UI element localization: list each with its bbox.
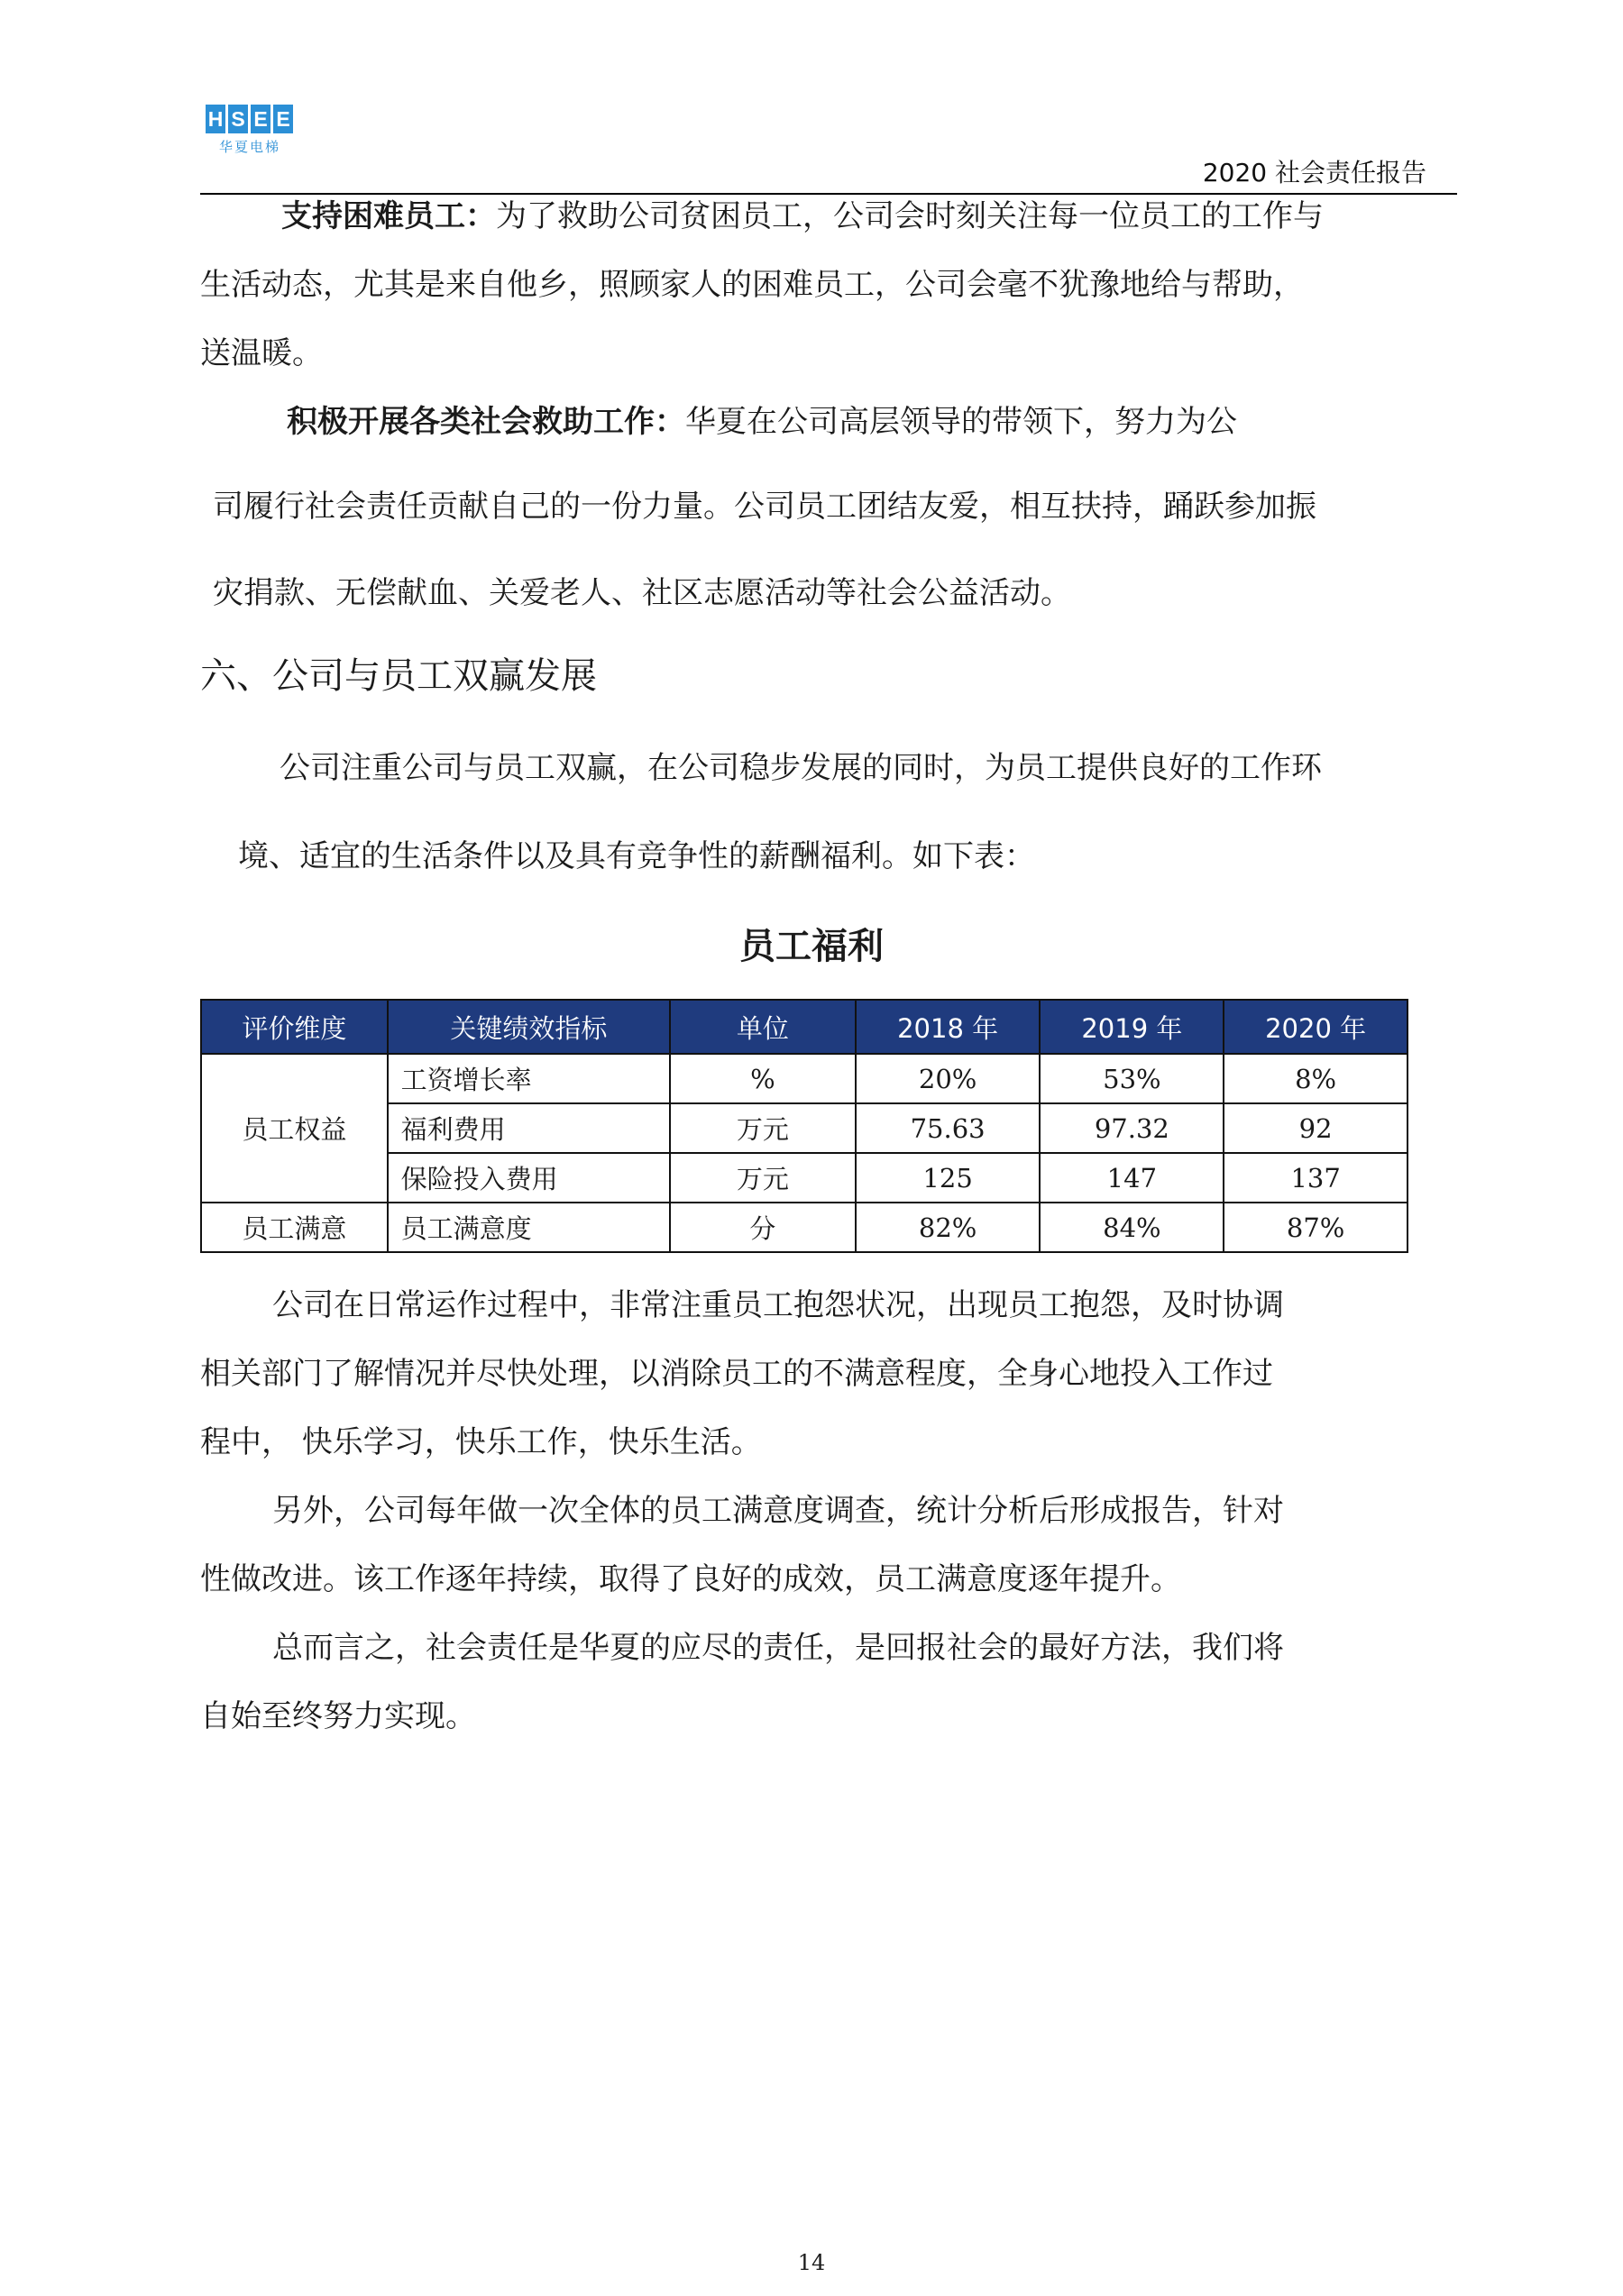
kpi-cell: 工资增长率 [388,1054,670,1103]
employee-welfare-table [200,999,1408,1253]
kpi-cell: 员工满意度 [388,1203,670,1252]
table-header-row [201,1000,1408,1054]
value-cell: 82% [856,1203,1041,1252]
unit-cell: % [670,1054,856,1103]
value-cell: 125 [856,1153,1041,1203]
kpi-cell: 保险投入费用 [388,1153,670,1203]
value-cell: 75.63 [856,1103,1041,1153]
body-para1-line-2: 相关部门了解情况并尽快处理，以消除员工的不满意程度，全身心地投入工作过 [200,1356,1273,1392]
value-cell: 84% [1040,1203,1224,1252]
company-logo [206,105,294,156]
value-cell: 92 [1224,1103,1408,1153]
body-para2-line-1: 另外，公司每年做一次全体的员工满意度调查，统计分析后形成报告，针对 [272,1493,1284,1529]
social-aid-line-1 [287,397,1237,441]
logo-letter: S [228,105,248,133]
value-cell: 137 [1224,1153,1408,1203]
value-cell: 8% [1224,1054,1408,1103]
social-aid-line-2: 司履行社会责任贡献自己的一份力量。公司员工团结友爱，相互扶持，踊跃参加振 [213,489,1316,525]
logo-letter: H [206,105,225,133]
section-heading: 六、公司与员工双赢发展 [200,655,597,697]
column-header: 单位 [670,1000,856,1054]
section-intro-line-2: 境、适宜的生活条件以及具有竞争性的薪酬福利。如下表： [238,838,1035,874]
logo-letters [206,105,294,133]
kpi-cell: 福利费用 [388,1103,670,1153]
logo-letter: E [273,105,293,133]
unit-cell: 分 [670,1203,856,1252]
value-cell: 147 [1040,1153,1224,1203]
support-staff-label: 支持困难员工： [281,198,496,234]
column-header: 2018 年 [856,1000,1041,1054]
social-aid-label: 积极开展各类社会救助工作： [287,404,685,440]
value-cell: 87% [1224,1203,1408,1252]
group-cell: 员工权益 [201,1054,388,1203]
column-header: 评价维度 [201,1000,388,1054]
page-number: 14 [797,2250,826,2275]
column-header: 2020 年 [1224,1000,1408,1054]
body-para2-line-2: 性做改进。该工作逐年持续，取得了良好的成效，员工满意度逐年提升。 [200,1561,1181,1597]
report-title: 2020 社会责任报告 [1202,158,1426,188]
support-staff-line-3: 送温暖。 [200,335,323,371]
body-para1-line-3: 程中， 快乐学习，快乐工作，快乐生活。 [200,1424,762,1460]
table-title: 员工福利 [739,926,884,967]
unit-cell: 万元 [670,1153,856,1203]
body-para3-line-2: 自始至终努力实现。 [200,1698,476,1734]
value-cell: 97.32 [1040,1103,1224,1153]
table-row [201,1054,1408,1103]
support-staff-text-1: 为了救助公司贫困员工，公司会时刻关注每一位员工的工作与 [496,198,1324,234]
logo-letter: E [251,105,270,133]
support-staff-line-2: 生活动态，尤其是来自他乡，照顾家人的困难员工，公司会毫不犹豫地给与帮助， [200,267,1304,303]
value-cell: 20% [856,1054,1041,1103]
body-para3-line-1: 总而言之，社会责任是华夏的应尽的责任，是回报社会的最好方法，我们将 [272,1630,1284,1666]
social-aid-text-1: 华夏在公司高层领导的带领下，努力为公 [685,404,1237,440]
value-cell: 53% [1040,1054,1224,1103]
section-intro-line-1: 公司注重公司与员工双赢，在公司稳步发展的同时，为员工提供良好的工作环 [280,750,1322,786]
column-header: 关键绩效指标 [388,1000,670,1054]
support-staff-line-1 [281,191,1324,235]
body-para1-line-1: 公司在日常运作过程中，非常注重员工抱怨状况，出现员工抱怨，及时协调 [272,1287,1284,1323]
logo-subtitle: 华夏电梯 [218,139,280,155]
social-aid-line-3: 灾捐款、无偿献血、关爱老人、社区志愿活动等社会公益活动。 [213,575,1071,611]
unit-cell: 万元 [670,1103,856,1153]
group-cell: 员工满意 [201,1203,388,1252]
table-row [201,1203,1408,1252]
column-header: 2019 年 [1040,1000,1224,1054]
